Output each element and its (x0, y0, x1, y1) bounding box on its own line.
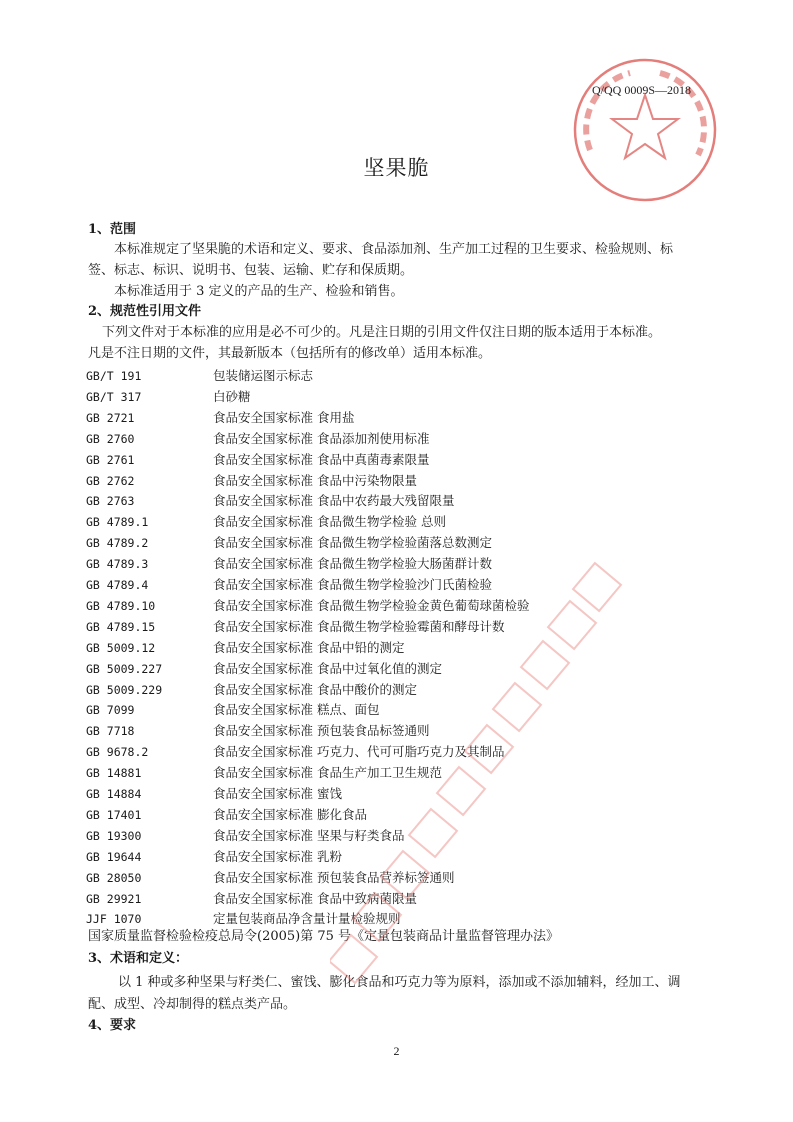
reference-title: 包装储运图示标志 (213, 368, 314, 383)
reference-code: GB 7718 (86, 724, 135, 738)
reference-code: GB 4789.4 (86, 578, 149, 592)
definition-line: 以 1 种或多种坚果与籽类仁、蜜饯、膨化食品和巧克力等为原料，添加或不添加辅料，经加工、调 (118, 975, 681, 990)
reference-title: 食品安全国家标准 巧克力、代可可脂巧克力及其制品 (213, 744, 505, 759)
reference-code: GB 28050 (86, 871, 142, 885)
reference-title: 食品安全国家标准 食品生产加工卫生规范 (213, 765, 442, 780)
section-3-heading: 3、术语和定义： (88, 951, 189, 966)
reference-code: GB 5009.227 (86, 662, 163, 676)
document-number: Q/QQ 0009S—2018 (592, 83, 692, 97)
reference-title: 食品安全国家标准 食品中农药最大残留限量 (213, 493, 455, 508)
reference-title: 食品安全国家标准 预包装食品标签通则 (213, 723, 430, 738)
reference-code: GB 4789.2 (86, 536, 149, 550)
reference-title: 食品安全国家标准 食品中致病菌限量 (213, 891, 417, 906)
reference-code: JJF 1070 (86, 912, 142, 926)
reference-title: 食品安全国家标准 坚果与籽类食品 (213, 828, 405, 843)
reference-code: GB/T 191 (86, 369, 142, 383)
reference-title: 食品安全国家标准 食品添加剂使用标准 (213, 431, 430, 446)
committee-stamp-icon (330, 560, 690, 1010)
section-1-heading: 1、范围 (88, 222, 137, 237)
reference-code: GB 7099 (86, 703, 135, 717)
reference-code: GB 4789.3 (86, 557, 149, 571)
reference-code: GB 4789.1 (86, 515, 149, 529)
reference-title: 白砂糖 (213, 389, 251, 404)
reference-title: 食品安全国家标准 预包装食品营养标签通则 (213, 870, 455, 885)
definition-line: 配、成型、冷却制得的糕点类产品。 (88, 997, 297, 1012)
reference-code: GB 4789.15 (86, 620, 156, 634)
reference-title: 定量包装商品净含量计量检验规则 (213, 911, 401, 926)
section-2-intro-line: 凡是不注日期的文件，其最新版本（包括所有的修改单）适用本标准。 (88, 346, 492, 361)
reference-title: 食品安全国家标准 食品微生物学检验霉菌和酵母计数 (213, 619, 505, 634)
reference-code: GB 2762 (86, 474, 135, 488)
reference-code: GB 19300 (86, 829, 142, 843)
reference-title: 食品安全国家标准 食品微生物学检验沙门氏菌检验 (213, 577, 492, 592)
reference-title: 食品安全国家标准 食品中过氧化值的测定 (213, 661, 442, 676)
reference-code: GB 19644 (86, 850, 142, 864)
section-1-paragraph-line: 本标准规定了坚果脆的术语和定义、要求、食品添加剂、生产加工过程的卫生要求、检验规则、标 (114, 242, 674, 257)
reference-code: GB 2761 (86, 453, 135, 467)
reference-code: GB 2721 (86, 411, 135, 425)
reference-title: 食品安全国家标准 食用盐 (213, 410, 355, 425)
reference-title: 食品安全国家标准 食品微生物学检验金黄色葡萄球菌检验 (213, 598, 530, 613)
section-2-intro-line: 下列文件对于本标准的应用是必不可少的。凡是注日期的引用文件仅注日期的版本适用于本标准。 (102, 325, 662, 340)
reference-title: 食品安全国家标准 食品中酸价的测定 (213, 682, 417, 697)
reference-code: GB 4789.10 (86, 599, 156, 613)
reference-code: GB 2760 (86, 432, 135, 446)
reference-title: 食品安全国家标准 食品微生物学检验菌落总数测定 (213, 535, 492, 550)
reference-code: GB/T 317 (86, 390, 142, 404)
reference-code: GB 14884 (86, 787, 142, 801)
reference-title: 食品安全国家标准 食品微生物学检验 总则 (213, 514, 446, 529)
reference-code: GB 29921 (86, 892, 142, 906)
company-seal-icon (570, 55, 720, 205)
reference-code: GB 17401 (86, 808, 142, 822)
page-number: 2 (393, 1044, 400, 1058)
document-title: 坚果脆 (363, 156, 430, 180)
reference-title: 食品安全国家标准 食品中铅的测定 (213, 640, 405, 655)
section-1-paragraph-line: 签、标志、标识、说明书、包装、运输、贮存和保质期。 (88, 263, 414, 278)
reference-title: 食品安全国家标准 膨化食品 (213, 807, 367, 822)
reference-title: 食品安全国家标准 糕点、面包 (213, 702, 380, 717)
reference-code: GB 5009.229 (86, 683, 163, 697)
reference-title: 食品安全国家标准 乳粉 (213, 849, 342, 864)
decree-reference: 国家质量监督检验检疫总局令(2005)第 75 号《定量包装商品计量监督管理办法》 (88, 929, 560, 944)
section-1-scope-line: 本标准适用于 3 定义的产品的生产、检验和销售。 (114, 284, 404, 299)
reference-code: GB 5009.12 (86, 641, 156, 655)
reference-code: GB 9678.2 (86, 745, 149, 759)
reference-title: 食品安全国家标准 蜜饯 (213, 786, 342, 801)
reference-title: 食品安全国家标准 食品微生物学检验大肠菌群计数 (213, 556, 492, 571)
section-4-heading: 4、要求 (88, 1018, 137, 1033)
reference-code: GB 2763 (86, 494, 135, 508)
reference-title: 食品安全国家标准 食品中真菌毒素限量 (213, 452, 430, 467)
reference-code: GB 14881 (86, 766, 142, 780)
section-2-heading: 2、规范性引用文件 (88, 304, 202, 319)
reference-title: 食品安全国家标准 食品中污染物限量 (213, 473, 417, 488)
